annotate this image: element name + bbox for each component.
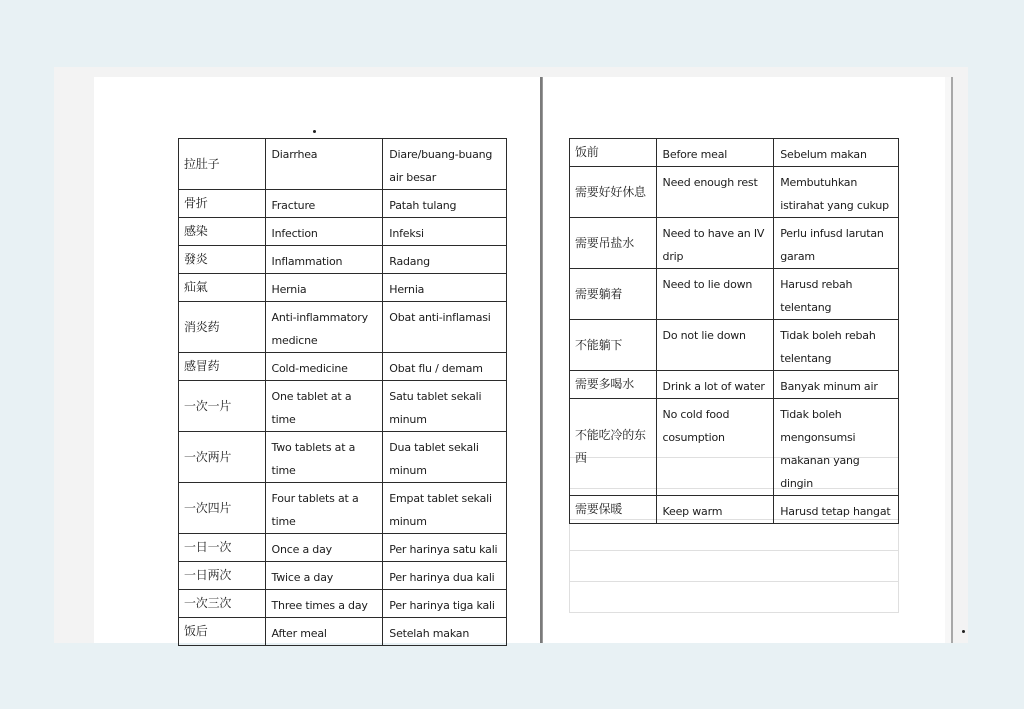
indonesian-term-cell: Patah tulang [383, 190, 507, 218]
indonesian-term-cell: Membutuhkan istirahat yang cukup [774, 167, 899, 218]
chinese-term-cell: 需要多喝水 [570, 371, 657, 399]
chinese-term-cell: 不能吃冷的东西 [570, 399, 657, 496]
indonesian-term-cell: Perlu infusd larutan garam [774, 218, 899, 269]
english-term-cell: Twice a day [265, 562, 383, 590]
english-term-cell: Fracture [265, 190, 383, 218]
indonesian-term-cell: Per harinya dua kali [383, 562, 507, 590]
english-term-cell: Anti-inflammatory medicne [265, 302, 383, 353]
chinese-term-cell: 發炎 [179, 246, 266, 274]
vocabulary-table-right [569, 138, 899, 524]
indonesian-term-cell: Dua tablet sekali minum [383, 432, 507, 483]
indonesian-term-cell: Banyak minum air [774, 371, 899, 399]
chinese-term-cell: 感冒药 [179, 353, 266, 381]
indonesian-term-cell: Obat anti-inflamasi [383, 302, 507, 353]
book-spread [54, 67, 968, 643]
english-term-cell: Drink a lot of water [656, 371, 774, 399]
chinese-term-cell: 饭后 [179, 618, 266, 646]
chinese-term-cell: 消炎药 [179, 302, 266, 353]
indonesian-term-cell: Setelah makan [383, 618, 507, 646]
indonesian-term-cell: Diare/buang-buang air besar [383, 139, 507, 190]
english-term-cell: Do not lie down [656, 320, 774, 371]
english-term-cell: No cold food cosumption [656, 399, 774, 496]
table-row [179, 618, 507, 646]
table-row [570, 167, 899, 218]
indonesian-term-cell: Infeksi [383, 218, 507, 246]
indonesian-term-cell: Tidak boleh rebah telentang [774, 320, 899, 371]
english-term-cell: Keep warm [656, 496, 774, 524]
english-term-cell: Need enough rest [656, 167, 774, 218]
table-row [179, 534, 507, 562]
table-row [570, 218, 899, 269]
indonesian-term-cell: Sebelum makan [774, 139, 899, 167]
table-row [179, 139, 507, 190]
chinese-term-cell: 需要躺着 [570, 269, 657, 320]
english-term-cell: Diarrhea [265, 139, 383, 190]
ink-speck [962, 630, 965, 633]
english-term-cell: Four tablets at a time [265, 483, 383, 534]
chinese-term-cell: 骨折 [179, 190, 266, 218]
indonesian-term-cell: Obat flu / demam [383, 353, 507, 381]
indonesian-term-cell: Per harinya satu kali [383, 534, 507, 562]
table-row [179, 246, 507, 274]
chinese-term-cell: 感染 [179, 218, 266, 246]
chinese-term-cell: 饭前 [570, 139, 657, 167]
english-term-cell: Inflammation [265, 246, 383, 274]
table-row [179, 432, 507, 483]
chinese-term-cell: 需要吊盐水 [570, 218, 657, 269]
indonesian-term-cell: Radang [383, 246, 507, 274]
table-row [570, 399, 899, 496]
english-term-cell: Cold-medicine [265, 353, 383, 381]
english-term-cell: Need to lie down [656, 269, 774, 320]
table-row [179, 218, 507, 246]
chinese-term-cell: 一次两片 [179, 432, 266, 483]
indonesian-term-cell: Hernia [383, 274, 507, 302]
english-term-cell: Need to have an IV drip [656, 218, 774, 269]
english-term-cell: Before meal [656, 139, 774, 167]
table-row [570, 269, 899, 320]
english-term-cell: Three times a day [265, 590, 383, 618]
table-row [570, 320, 899, 371]
table-row [179, 302, 507, 353]
indonesian-term-cell: Per harinya tiga kali [383, 590, 507, 618]
table-row [179, 483, 507, 534]
ink-speck [313, 130, 316, 133]
chinese-term-cell: 一次三次 [179, 590, 266, 618]
table-row [179, 190, 507, 218]
indonesian-term-cell: Empat tablet sekali minum [383, 483, 507, 534]
chinese-term-cell: 拉肚子 [179, 139, 266, 190]
english-term-cell: Hernia [265, 274, 383, 302]
chinese-term-cell: 需要保暖 [570, 496, 657, 524]
english-term-cell: Two tablets at a time [265, 432, 383, 483]
chinese-term-cell: 一次四片 [179, 483, 266, 534]
vocabulary-table-left [178, 138, 507, 646]
chinese-term-cell: 一日一次 [179, 534, 266, 562]
table-row [179, 381, 507, 432]
english-term-cell: One tablet at a time [265, 381, 383, 432]
chinese-term-cell: 需要好好休息 [570, 167, 657, 218]
indonesian-term-cell: Harusd tetap hangat [774, 496, 899, 524]
english-term-cell: Infection [265, 218, 383, 246]
table-row [179, 274, 507, 302]
english-term-cell: Once a day [265, 534, 383, 562]
english-term-cell: After meal [265, 618, 383, 646]
chinese-term-cell: 一次一片 [179, 381, 266, 432]
table-row [570, 496, 899, 524]
indonesian-term-cell: Harusd rebah telentang [774, 269, 899, 320]
indonesian-term-cell: Tidak boleh mengonsumsi makanan yang dingin [774, 399, 899, 496]
chinese-term-cell: 一日两次 [179, 562, 266, 590]
table-row [570, 139, 899, 167]
chinese-term-cell: 疝氣 [179, 274, 266, 302]
indonesian-term-cell: Satu tablet sekali minum [383, 381, 507, 432]
table-row [570, 371, 899, 399]
table-row [179, 353, 507, 381]
chinese-term-cell: 不能躺下 [570, 320, 657, 371]
table-row [179, 590, 507, 618]
table-row [179, 562, 507, 590]
